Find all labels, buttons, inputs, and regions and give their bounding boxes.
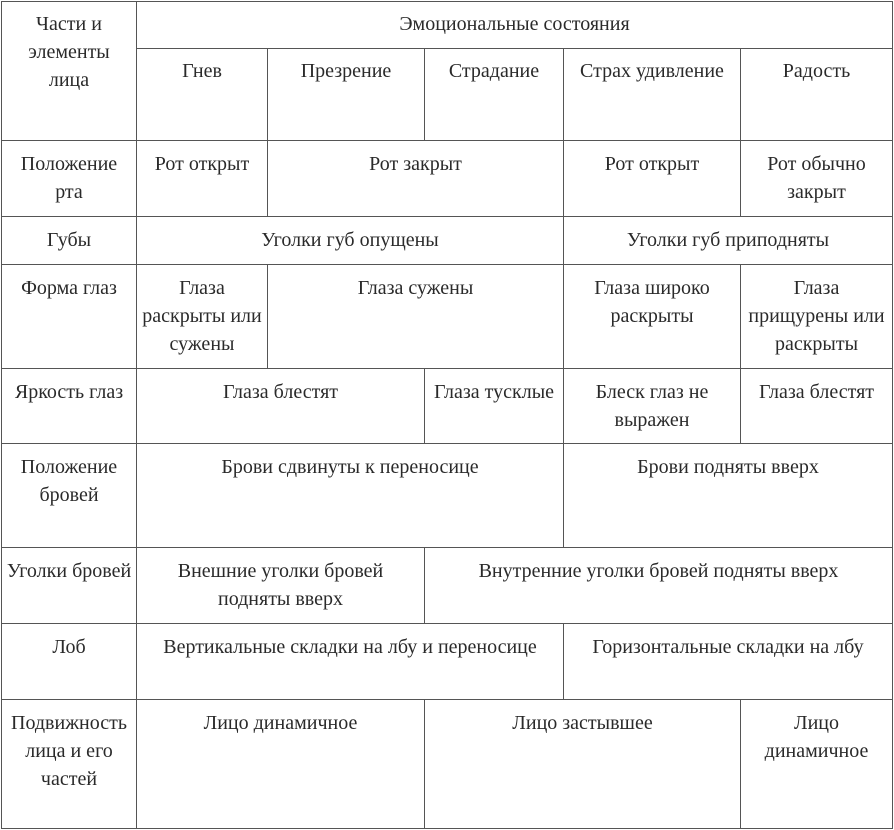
cell-brow-corners-rest-text: Внутренние уголки бровей подняты вверх (478, 560, 839, 582)
group-header-text: Эмоциональные состояния (399, 13, 630, 35)
table-row-eye-shape (2, 265, 893, 369)
cell-mouth-anger-text: Рот открыт (154, 153, 250, 175)
column-header-contempt (268, 49, 425, 141)
cell-eye-brightness-fear (564, 369, 741, 444)
column-header-contempt-text: Презрение (300, 60, 392, 82)
cell-eye-shape-anger (137, 265, 268, 369)
column-header-fear-surprise (564, 49, 741, 141)
cell-brow-position-positive-text: Брови подняты вверх (637, 456, 819, 478)
row-label-mobility-text: Подвижность лица и его частей (11, 712, 127, 790)
column-header-anger (137, 49, 268, 141)
table-row-forehead (2, 624, 893, 700)
cell-mouth-contempt-suffering (268, 141, 564, 217)
cell-eye-brightness-anger-contempt (137, 369, 425, 444)
row-label-eye-shape (2, 265, 137, 369)
column-header-suffering-text: Страдание (448, 60, 540, 82)
cell-eye-shape-contempt-suffering-text: Глаза сужены (357, 277, 474, 299)
cell-mouth-fear-text: Рот открыт (604, 153, 700, 175)
table-row-lips (2, 217, 893, 265)
cell-lips-positive (564, 217, 893, 265)
cell-eye-shape-contempt-suffering (268, 265, 564, 369)
cell-brow-position-negative-text: Брови сдвинуты к переносице (221, 456, 479, 478)
cell-brow-corners-anger-contempt-text: Внешние уголки бровей подняты вверх (177, 560, 384, 610)
cell-eye-shape-joy (741, 265, 893, 369)
cell-lips-negative (137, 217, 564, 265)
row-label-eye-shape-text: Форма глаз (21, 277, 117, 299)
column-header-joy-text: Радость (782, 60, 851, 82)
column-header-anger-text: Гнев (182, 60, 222, 82)
cell-eye-shape-fear (564, 265, 741, 369)
cell-brow-corners-rest (425, 548, 893, 624)
cell-brow-position-positive (564, 444, 893, 548)
cell-mobility-joy-text: Лицо динамичное (764, 712, 869, 762)
cell-forehead-positive (564, 624, 893, 700)
row-label-mouth-text: Положение рта (20, 153, 118, 203)
cell-brow-corners-anger-contempt (137, 548, 425, 624)
corner-header-cell (2, 2, 137, 141)
column-header-suffering (425, 49, 564, 141)
cell-forehead-negative-text: Вертикальные складки на лбу и переносице (163, 636, 537, 658)
column-header-fear-surprise-text: Страх удивление (580, 60, 724, 82)
cell-brow-position-negative (137, 444, 564, 548)
cell-eye-brightness-fear-text: Блеск глаз не выражен (595, 381, 709, 431)
cell-mouth-contempt-suffering-text: Рот закрыт (369, 153, 462, 175)
cell-eye-brightness-suffering-text: Глаза тусклые (433, 381, 555, 403)
cell-eye-brightness-joy (741, 369, 893, 444)
cell-mobility-suffering-fear (425, 700, 741, 829)
cell-eye-brightness-suffering (425, 369, 564, 444)
row-label-brow-position-text: Положение бровей (20, 456, 118, 506)
row-label-eye-brightness-text: Яркость глаз (14, 381, 124, 403)
cell-lips-negative-text: Уголки губ опущены (261, 229, 439, 251)
cell-mobility-joy (741, 700, 893, 829)
cell-mobility-suffering-fear-text: Лицо застывшее (512, 712, 653, 734)
row-label-eye-brightness (2, 369, 137, 444)
cell-mobility-anger-contempt (137, 700, 425, 829)
cell-mouth-joy-text: Рот обычно закрыт (767, 153, 866, 203)
row-label-mouth (2, 141, 137, 217)
row-label-lips (2, 217, 137, 265)
table-row-eye-brightness (2, 369, 893, 444)
row-label-brow-corners-text: Уголки бровей (6, 560, 132, 582)
cell-eye-brightness-joy-text: Глаза блестят (758, 381, 875, 403)
emotions-table (1, 1, 893, 829)
group-header-cell (137, 2, 893, 49)
table-row-mobility (2, 700, 893, 829)
table-row-brow-position (2, 444, 893, 548)
row-label-mobility (2, 700, 137, 829)
cell-mouth-anger (137, 141, 268, 217)
row-label-forehead (2, 624, 137, 700)
cell-eye-brightness-anger-contempt-text: Глаза блестят (222, 381, 339, 403)
cell-forehead-positive-text: Горизонтальные складки на лбу (592, 636, 864, 658)
row-label-lips-text: Губы (46, 229, 92, 251)
cell-eye-shape-fear-text: Глаза широко раскрыты (594, 277, 710, 327)
cell-lips-positive-text: Уголки губ приподняты (626, 229, 830, 251)
row-label-forehead-text: Лоб (52, 636, 86, 658)
column-header-joy (741, 49, 893, 141)
table-row-brow-corners (2, 548, 893, 624)
cell-mobility-anger-contempt-text: Лицо динамичное (203, 712, 358, 734)
cell-mouth-joy (741, 141, 893, 217)
row-label-brow-position (2, 444, 137, 548)
cell-mouth-fear (564, 141, 741, 217)
corner-header-text: Части и элементы лица (28, 13, 110, 91)
cell-eye-shape-joy-text: Глаза прищурены или раскрыты (748, 277, 885, 355)
table-row-mouth (2, 141, 893, 217)
row-label-brow-corners (2, 548, 137, 624)
cell-eye-shape-anger-text: Глаза раскрыты или сужены (142, 277, 262, 355)
cell-forehead-negative (137, 624, 564, 700)
